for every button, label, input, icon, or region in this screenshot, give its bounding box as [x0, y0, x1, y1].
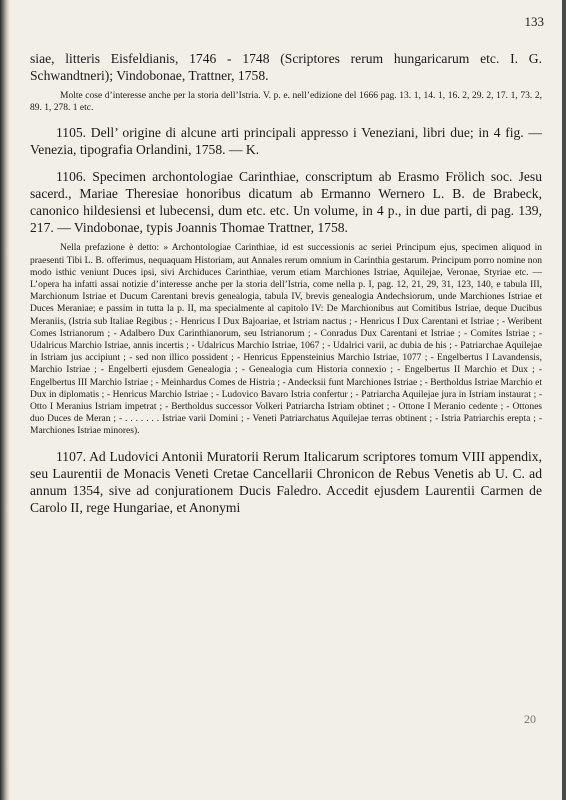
page-text [30, 50, 542, 516]
entry-1107: 1107. Ad Ludovici Antonii Muratorii Rerum Italicarum scriptores tomum VIII appendix, seu Laurentii de Monacis Veneti Cretae Cancellarii Chronicon de Rebus Venetis ab U. C. ad annum 1354, sive ad conjurationem Ducis Faledro. Accedit ejusdem Laurentii Carmen de Carolo II, rege Hungariae, et Anonymi [30, 448, 542, 515]
entry-note: Molte cose d’interesse anche per la storia dell’Istria. V. p. e. nell’edizione del 1666 pag. 13. 1, 14. 1, 16. 2, 29. 2, 17. 1, 73. 2, 89. 1, 278. 1 etc. [30, 91, 542, 114]
signature-mark: 20 [524, 712, 536, 726]
page-number: 133 [524, 14, 544, 29]
entry-1105: 1105. Dell’ origine di alcune arti principali appresso i Veneziani, libri due; in 4 fig. — Venezia, tipografia Orlandini, 1758. — K. [30, 125, 542, 158]
entry-continuation: siae, litteris Eisfeldianis, 1746 - 1748 (Scriptores rerum hungaricarum etc. I. G. Schwandtneri); Vindobonae, Trattner, 1758. [30, 51, 542, 83]
entry-1106-note: Nella prefazione è detto: » Archontologiae Carinthiae, id est successionis ac seriei Principum ejus, specimen aliquod in praesenti Tibi L. B. offerimus, nequaquam Historiam, aut Annales rerum omnium in Carinthia gestarum. Principum porro nomine non modo isthic veniunt Duces ipsi, sivi Archiduces Carinthiae, verum etiam Marchiones Istriae, Aquilejae, Veronae, Styriae etc. — L’opera ha infatti assai notizie d’interesse anche per la storia dell’Istria, come nella p. I, pag. 12, 21, 29, 31, 123, 140, e tabula III, Marchionum Istriae et Ducum Carentani brevis genealogia, tabula IV, brevis genealogia Andechsiorum, unde Marchiones Istriae et Duces Meraniae; e passim in tutta la p. II, ma specialmente al capitolo IV: De Marchionibus aut Comitibus Istriae, deque Ducibus Meraniis, (Istria sub Italiae Regibus ; - Henricus I Dux Bajoariae, et Istriam nactus ; - Henricus I Dux Carentani et Istriae ; - Weribent Comes Istrianorum ; - Adalbero Dux Carinthianorum, seu Istrianorum ; - Conradus Dux Carentani et Istriae ; - Comites Istriae ; - Udalricus Marchio Istriae, annis incertis ; - Udalricus Marchio Istriae, 1067 ; - Udalrici varii, ac dubia de his ; - Patriarchae Aquilejae in Istriam jus accipiunt ; - sed non illico possident ; - Henricus Eppensteinius Marchio Istriae, 1077 ; - Engelbertus I Lavandensis, Marchio Istriae ; - Engelberti ejusdem Genealogia ; - Genealogia cum Historia connexio ; - Engelbertus II Marchio et Dux ; - Engelbertus III Marchio Istriae ; - Meinhardus Comes de Histria ; - Andecksii funt Marchiones Istriae ; - Bertholdus Istriae Marchio et Dux in diplomatis ; - Henricus Marchio Istriae ; - Ludovico Bavaro Istria confertur ; - Patriarcha Aquilejae jura in Istriam instaurat ; - Otto I Meranius Istriam impetrat ; - Bertholdus successor Volkeri Patriarcha Istriam obtinet ; - Ottone I Meranio cedente ; - Ottones duo Duces de Meran ; - . . . . . . . Istriae varii Domini ; - Veneti Patriarchatus Aquilejae terras obtinent ; - Istria Patriarchis erepta ; - Marchiones Istriae minores). [30, 243, 542, 437]
scan-edge-left [0, 0, 10, 800]
scan-edge-right [562, 0, 566, 800]
entry-1106: 1106. Specimen archontologiae Carinthiae, conscriptum ab Erasmo Frölich soc. Jesu sacerd., Mariae Theresiae honoribus dicatum ab Ermanno Wernero L. B. de Brabeck, canonico hildesiensi et lubecensi, dum etc. etc. Un volume, in 4 p., in due parti, di pag. 139, 217. — Vindobonae, typis Joannis Thomae Trattner, 1758. [30, 169, 542, 236]
